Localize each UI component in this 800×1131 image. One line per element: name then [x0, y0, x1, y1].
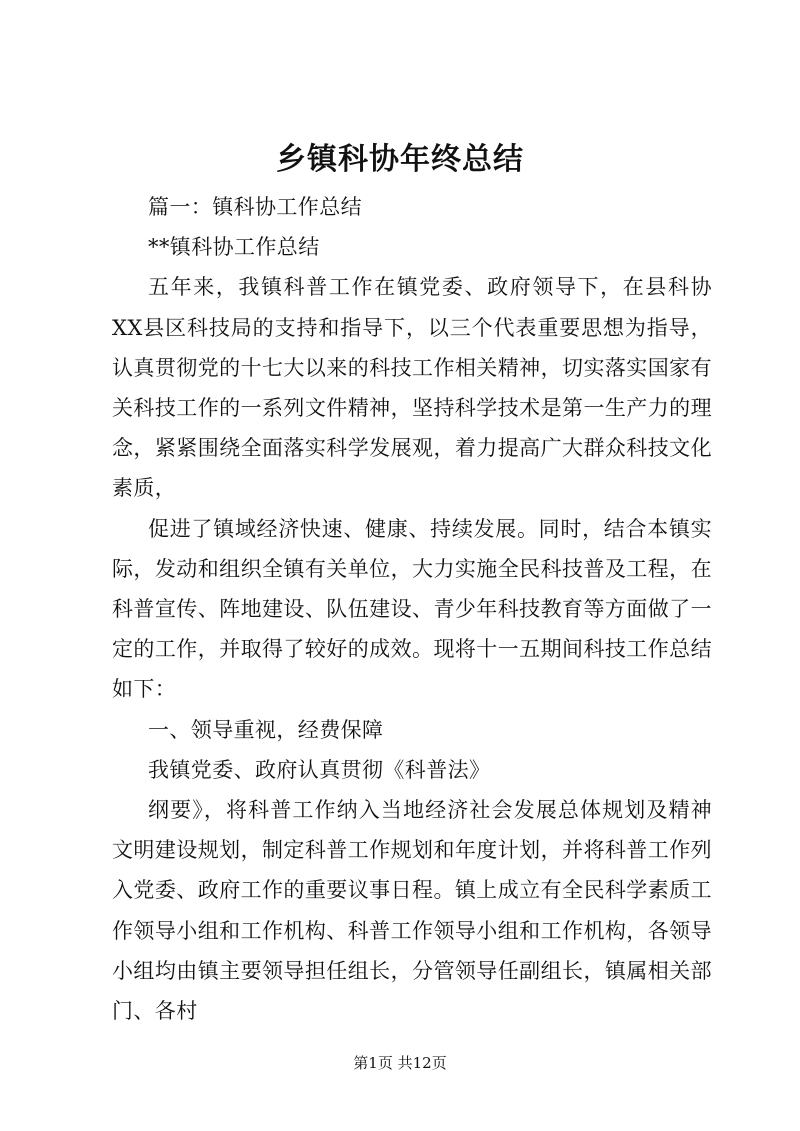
section-heading: 一、领导重视，经费保障 [148, 717, 384, 742]
paragraph: 纲要》，将科普工作纳入当地经济社会发展总体规划及精神文明建设规划，制定科普工作规划和年度计划，并将科普工作列入党委、政府工作的重要议事日程。镇上成立有全民科学素质工作领导小组和工作机构、科普工作领导小组和工作机构，各领导小组均由镇主要领导担任组长，分管领导任副组长，镇属相关部门、各村 [112, 798, 712, 1024]
paragraph: 我镇党委、政府认真贯彻《科普法》 [148, 757, 491, 782]
subtitle: **镇科协工作总结 [148, 235, 320, 260]
section-heading: 篇一：镇科协工作总结 [148, 195, 362, 219]
paragraph: 促进了镇域经济快速、健康、持续发展。同时，结合本镇实际，发动和组织全镇有关单位，大力实施全民科技普及工程，在科普宣传、阵地建设、队伍建设、青少年科技教育等方面做了一定的工作，并取得了较好的成效。现将十一五期间科技工作总结如下： [112, 516, 712, 702]
document-body [112, 187, 712, 1031]
document-title: 乡镇科协年终总结 [276, 142, 524, 177]
paragraph: 五年来，我镇科普工作在镇党委、政府领导下，在县科协XX县区科技局的支持和指导下，以三个代表重要思想为指导，认真贯彻党的十七大以来的科技工作相关精神，切实落实国家有关科技工作的一系列文件精神，坚持科学技术是第一生产力的理念，紧紧围绕全面落实科学发展观，着力提高广大群众科技文化素质， [112, 275, 712, 501]
page-number: 第1页 共12页 [353, 1054, 447, 1072]
